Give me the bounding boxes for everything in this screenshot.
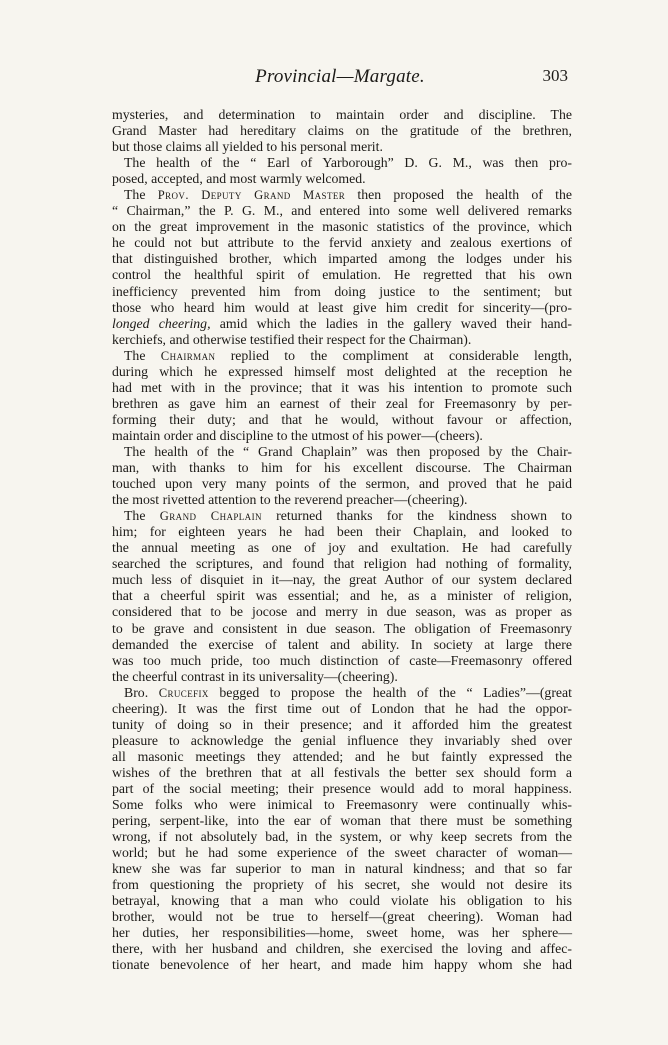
text-line: cheering). It was the first time out of London that he had the oppor- <box>112 700 572 716</box>
text-line: world; but he had some experience of the sweet character of woman— <box>112 845 572 861</box>
text-fragment: Bro. <box>124 684 159 700</box>
running-title: Provincial—Margate. <box>255 66 425 87</box>
text-line: that a cheerful spirit was essential; and he, as a minister of religion, <box>112 588 572 604</box>
text-line: to be grave and consistent in due season. The obligation of Freemasonry <box>112 620 572 636</box>
text-line: mysteries, and determination to maintain order and discipline. The <box>112 107 572 122</box>
speaker-name: Grand Chaplain <box>159 509 262 524</box>
page-number: 303 <box>542 66 568 85</box>
speaker-name: Crucefix <box>158 685 209 700</box>
text-line: on the great improvement in the masonic statistics of the province, which <box>112 219 572 235</box>
text-line: he could not but attribute to the fervid anxiety and zealous exertions of <box>112 235 572 251</box>
text-line: knew she was far superior to man in natural kindness; and that so far <box>112 861 572 877</box>
text-line: him; for eighteen years he had been their Chaplain, and looked to <box>112 524 572 540</box>
text-fragment: begged to propose the health of the “ Ladies”—(great <box>208 684 572 700</box>
text-line: those who heard him would at least give him credit for sincerity—(pro- <box>112 299 572 315</box>
text-line: tunity of doing so in their presence; and it afforded him the greatest <box>112 716 572 732</box>
text-line: her duties, her responsibilities—home, sweet home, was her sphere— <box>112 925 572 941</box>
text-fragment: The <box>124 508 160 524</box>
page-header <box>112 66 568 92</box>
text-line: The health of the “ Grand Chaplain” was then proposed by the Chair- <box>124 443 572 459</box>
text-line <box>112 316 572 332</box>
text-line: all masonic meetings they attended; and he but faintly expressed the <box>112 748 572 764</box>
text-line: pering, serpent-like, into the ear of woman that there must be something <box>112 813 572 829</box>
text-line: kerchiefs, and otherwise testified their respect for the Chairman). <box>112 331 472 347</box>
speaker-name: Chairman <box>160 348 216 363</box>
text-line: during which he expressed himself most delighted at the reception he <box>112 363 572 379</box>
text-line: control the healthful spirit of emulation. He regretted that his own <box>112 267 572 283</box>
text-line <box>112 348 572 364</box>
body-text <box>112 107 572 974</box>
text-line: brother, would not be true to herself—(great cheering). Woman had <box>112 909 572 925</box>
text-line <box>112 187 572 203</box>
text-line: posed, accepted, and most warmly welcomed. <box>112 171 366 187</box>
text-line: there, with her husband and children, she exercised the loving and affec- <box>112 941 572 957</box>
text-line: forming their duty; and that he would, without favour or affection, <box>112 411 572 427</box>
text-line: the most rivetted attention to the reverend preacher—(cheering). <box>112 492 468 508</box>
text-fragment: amid which the ladies in the gallery waved their hand- <box>210 315 573 331</box>
text-line: the cheerful contrast in its universality—(cheering). <box>112 668 398 684</box>
speaker-name: Prov. Deputy Grand Master <box>157 188 346 203</box>
text-line: The health of the “ Earl of Yarborough” D. G. M., was then pro- <box>124 155 572 171</box>
text-line: the annual meeting as one of joy and exultation. He had carefully <box>112 540 572 556</box>
text-line: part of the social meeting; their presence would add to moral happiness. <box>112 780 572 796</box>
text-line <box>112 685 572 701</box>
text-line: but those claims all yielded to his personal merit. <box>112 139 383 155</box>
text-fragment: replied to the compliment at considerable length, <box>215 347 572 363</box>
text-line: demanded the exercise of talent and ability. In society at large there <box>112 636 572 652</box>
text-line: tionate benevolence of her heart, and made him happy whom she had <box>112 957 572 973</box>
text-fragment: The <box>124 347 161 363</box>
text-line: inefficiency prevented him from doing justice to the sentiment; but <box>112 283 572 299</box>
text-fragment: then proposed the health of the <box>345 187 572 203</box>
italic-fragment: longed cheering, <box>112 315 211 331</box>
text-line: from questioning the propriety of his secret, she would not desire its <box>112 877 572 893</box>
text-line: betrayal, knowing that a man who could violate his obligation to his <box>112 893 572 909</box>
text-line: Grand Master had hereditary claims on the gratitude of the brethren, <box>112 123 572 139</box>
text-line: wrong, if not absolutely bad, in the system, or why keep secrets from the <box>112 829 572 845</box>
text-line: searched the scriptures, and found that religion had nothing of formality, <box>112 556 572 572</box>
text-line: that distinguished brother, which imparted among the lodges under his <box>112 251 572 267</box>
text-fragment: The <box>124 187 158 203</box>
text-line: maintain order and discipline to the utmost of his power—(cheers). <box>112 427 483 443</box>
text-line: man, with thanks to him for his excellent discourse. The Chairman <box>112 460 572 476</box>
text-line: much less of disquiet in it—nay, the great Author of our system declared <box>112 572 572 588</box>
text-line: wishes of the brethren that at all festivals the better sex should form a <box>112 764 572 780</box>
text-fragment: returned thanks for the kindness shown to <box>261 508 573 524</box>
text-line: pleasure to acknowledge the genial influence they invariably shed over <box>112 732 572 748</box>
text-line: was too much pride, too much distinction of caste—Freemasonry offered <box>112 652 572 668</box>
text-line: Some folks who were inimical to Freemasonry were continually whis- <box>112 797 572 813</box>
text-line: “ Chairman,” the P. G. M., and entered into some well delivered remarks <box>112 203 572 219</box>
text-line: touched upon very many points of the sermon, and proved that he paid <box>112 476 572 492</box>
text-line: had met with in the province; that it was his intention to promote such <box>112 379 572 395</box>
text-line <box>112 508 572 524</box>
text-line: brethren as gave him an earnest of their zeal for Freemasonry by per- <box>112 395 572 411</box>
text-line: considered that to be jocose and merry in due season, was as proper as <box>112 604 572 620</box>
